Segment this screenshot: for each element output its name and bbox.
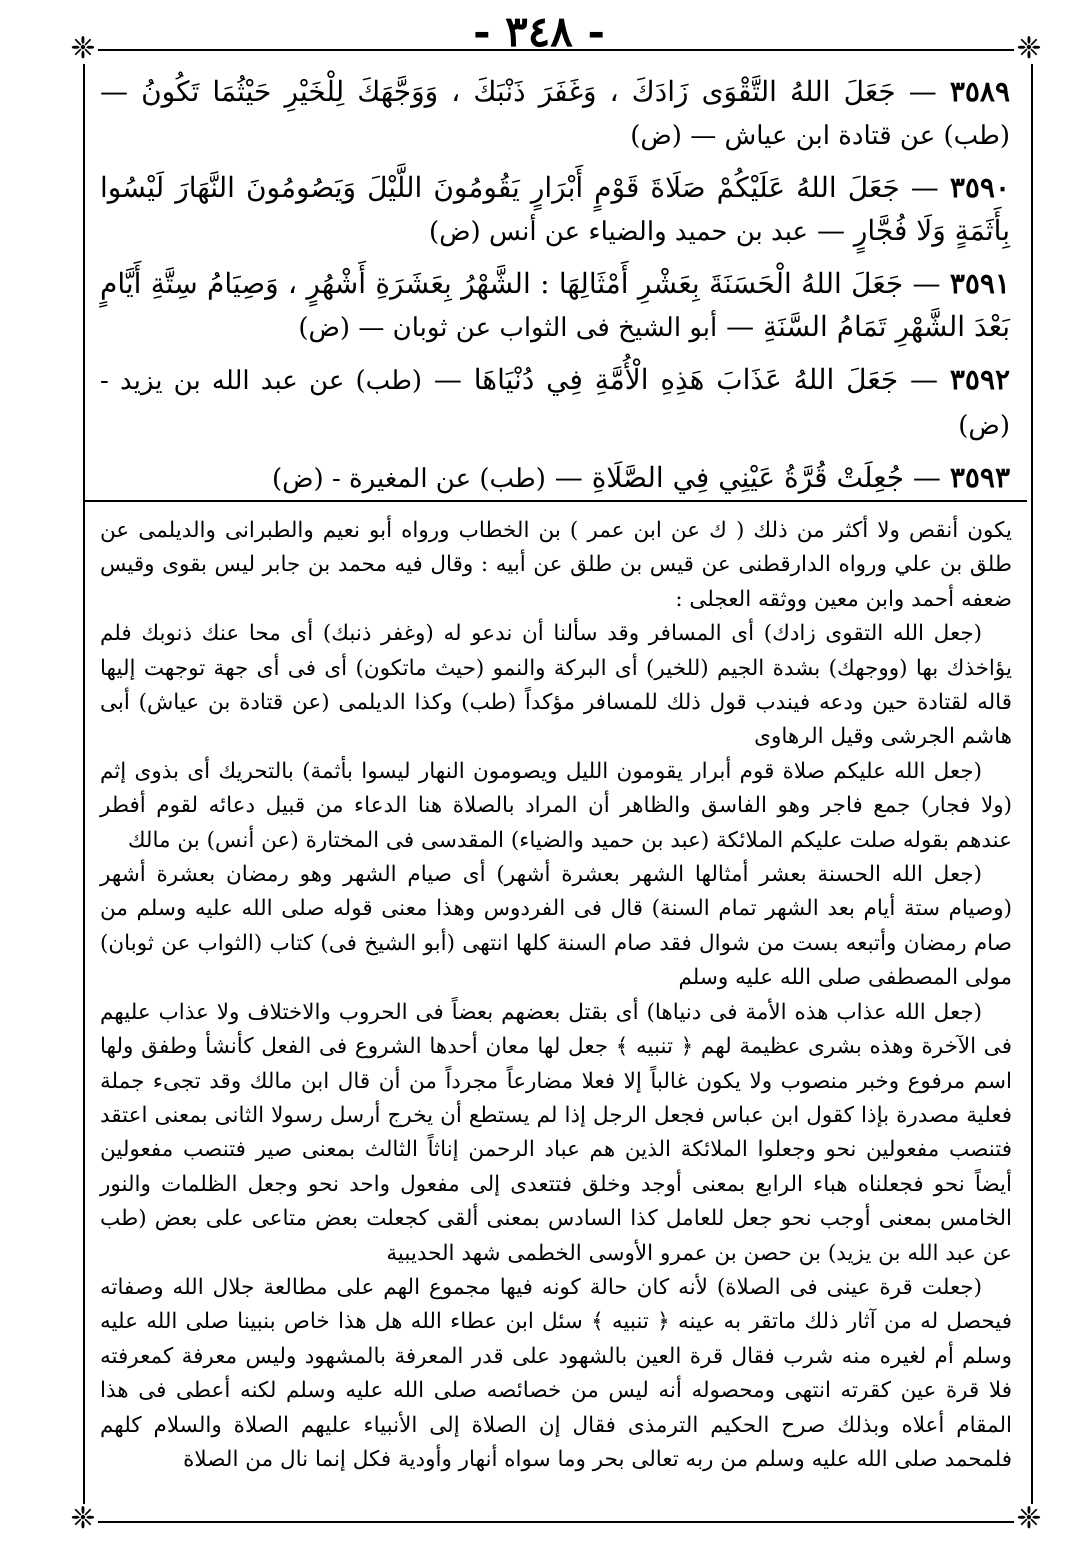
commentary-paragraph: (جعل الله عذاب هذه الأمة فى دنياها) أى بقتل بعضهم بعضاً فى الحروب والاختلاف ولا عذاب عليهم فى الآخرة وهذه بشرى عظيمة لهم ﴿ تنبيه ﴾ جعل لها معان أحدها الشروع فى الفعل كأنشأ وطفق ولها اسم مرفوع وخبر منصوب ولا يكون غالباً إلا فعلا مضارعاً مجرداً من أن قال ابن مالك وقد تجىء جملة فعلية مصدرة بإذا كقول ابن عباس فجعل الرجل إذا لم يستطع أن يخرج أرسل رسولا الثانى بمعنى اعتقد فتنصب مفعولين نحو وجعلوا الملائكة الذين هم عباد الرحمن إناثاً الثالث بمعنى صير فتنصب مفعولين أيضاً نحو فجعلناه هباء الرابع بمعنى أوجد وخلق فتتعدى إلى مفعول واحد نحو وجعل الظلمات والنور الخامس بمعنى أوجب نحو جعل للعامل كذا السادس بمعنى ألقى كجعلت بعض متاعى على بعض (طب عن عبد الله بن يزيد) بن حصن بن عمرو الأوسى الخطمى شهد الحديبية <box>100 999 1012 1266</box>
commentary-paragraph: (جعلت قرة عينى فى الصلاة) لأنه كان حالة كونه فيها مجموع الهم على مطالعة جلال الله وصفاته فيحصل له من آثار ذلك ماتقر به عينه ﴿ تنبيه ﴾ سئل ابن عطاء الله هل هذا خاص بنبينا صلى الله عليه وسلم أم لغيره منه شرب فقال قرة العين بالشهود على قدر المعرفة بالمشهود وليس معرفة كمعرفته فلا قرة عين كقرته انتهى ومحصوله أنه ليس من خصائصه صلى الله عليه وسلم لكنه أعطى فى هذا المقام أعلاه وبذلك صرح الحكيم الترمذى فقال إن الصلاة إلى الأنبياء عليهم الصلاة والسلام كلهم فلمحمد صلى الله عليه وسلم من ربه تعالى بحر وما سواه أنهار وأودية فكل إنما نال من الصلاة <box>100 1274 1012 1472</box>
hadith-source: عبد بن حميد والضياء عن أنس (ض) <box>428 217 809 247</box>
hadith-source: (طب) عن قتادة ابن عياش — (ض) <box>630 121 1010 151</box>
hadith-text: جُعِلَتْ قُرَّةُ عَيْنِي فِي الصَّلَاةِ <box>591 461 905 494</box>
corner-ornament-icon: ❈ <box>1014 34 1044 64</box>
commentary-paragraph: (جعل الله عليكم صلاة قوم أبرار يقومون الليل ويصومون النهار ليسوا بأثمة) بالتحريك أى بذوى إثم (ولا فجار) جمع فاجر وهو الفاسق والظاهر أن المراد بالصلاة هنا الدعاء من قبيل دعائه لقوم أفطر عندهم بقوله صلت عليكم الملائكة (عبد بن حميد والضياء) المقدسى فى المختارة (عن أنس) بن مالك <box>100 758 1012 853</box>
hadith-entry: ٣٥٩١ — جَعَلَ اللهُ الْحَسَنَةَ بِعَشْرِ أَمْثَالِهَا : الشَّهْرُ بِعَشَرَةِ أَشْهُرٍ ، وَصِيَامُ سِتَّةِ أَيَّامٍ بَعْدَ الشَّهْرِ تَمَامُ السَّنَةِ — أبو الشيخ فى الثواب عن ثوبان — (ض) <box>100 267 1010 343</box>
commentary-section <box>100 514 1012 1477</box>
commentary-paragraph: (جعل الله الحسنة بعشر أمثالها الشهر بعشرة أشهر) أى صيام الشهر وهو رمضان بعشرة أشهر (وصيام ستة أيام بعد الشهر تمام السنة) قال فى الفردوس وهذا معنى قوله صلى الله عليه وسلم من صام رمضان وأتبعه بست من شوال فقد صام السنة كلها انتهى (أبو الشيخ فى) كتاب (الثواب عن ثوبان) مولى المصطفى صلى الله عليه وسلم <box>100 862 1012 991</box>
hadith-text: جَعَلَ اللهُ عَلَيْكُمْ صَلَاةَ قَوْمٍ أَبْرَارٍ يَقُومُونَ اللَّيْلَ وَيَصُومُونَ النَّهَارَ لَيْسُوا بِأَثَمَةٍ وَلَا فُجَّارٍ <box>100 171 1010 247</box>
page-number: - ٣٤٨ - <box>473 7 605 56</box>
hadith-number: ٣٥٩١ <box>949 267 1010 300</box>
section-divider <box>85 500 1027 502</box>
hadith-number: ٣٥٩٢ <box>949 363 1011 396</box>
corner-ornament-icon: ❈ <box>68 1504 98 1534</box>
hadith-number: ٣٥٩٠ <box>949 171 1010 204</box>
commentary-paragraph: يكون أنقص ولا أكثر من ذلك ( ك عن ابن عمر ) بن الخطاب ورواه أبو نعيم والطبرانى والديلمى عن طلق بن علي ورواه الدارقطنى عن قيس بن طلق عن أبيه : وقال فيه محمد بن جابر ليس بقوى وقيس ضعفه أحمد وابن معين ووثقه العجلى : <box>100 518 1012 612</box>
hadith-entry: ٣٥٩٠ — جَعَلَ اللهُ عَلَيْكُمْ صَلَاةَ قَوْمٍ أَبْرَارٍ يَقُومُونَ اللَّيْلَ وَيَصُومُونَ النَّهَارَ لَيْسُوا بِأَثَمَةٍ وَلَا فُجَّارٍ — عبد بن حميد والضياء عن أنس (ض) <box>100 171 1010 247</box>
hadith-text: جَعَلَ اللهُ عَذَابَ هَذِهِ الْأُمَّةِ فِي دُنْيَاهَا <box>473 363 899 396</box>
hadith-text: جَعَلَ اللهُ الْحَسَنَةَ بِعَشْرِ أَمْثَالِهَا : الشَّهْرُ بِعَشَرَةِ أَشْهُرٍ ، وَصِيَامُ سِتَّةِ أَيَّامٍ بَعْدَ الشَّهْرِ تَمَامُ السَّنَةِ <box>100 267 1010 343</box>
commentary-paragraph: (جعل الله التقوى زادك) أى المسافر وقد سألنا أن ندعو له (وغفر ذنبك) أى محا عنك ذنوبك فلم يؤاخذك بها (ووجهك) بشدة الجيم (للخير) أى البركة والنمو (حيث ماتكون) أى فى أى جهة توجهت إليها قاله لقتادة حين ودعه فيندب قول ذلك للمسافر مؤكداً (طب) وكذا الديلمى (عن قتادة بن عياش) أبى هاشم الجرشى وقيل الرهاوى <box>100 621 1012 750</box>
corner-ornament-icon: ❈ <box>68 34 98 64</box>
hadith-number: ٣٥٩٣ <box>949 461 1010 494</box>
hadith-source: (طب) عن عبد الله بن يزيد - (ض) <box>100 366 1010 441</box>
corner-ornament-icon: ❈ <box>1014 1504 1044 1534</box>
hadith-number: ٣٥٨٩ <box>949 75 1010 108</box>
hadith-entry: ٣٥٩٢ — جَعَلَ اللهُ عَذَابَ هَذِهِ الْأُمَّةِ فِي دُنْيَاهَا — (طب) عن عبد الله بن يزيد - (ض) <box>100 363 1011 441</box>
hadith-source: أبو الشيخ فى الثواب عن ثوبان — (ض) <box>298 313 718 343</box>
hadith-entry: ٣٥٨٩ — جَعَلَ اللهُ التَّقْوَى زَادَكَ ، وَغَفَرَ ذَنْبَكَ ، وَوَجَّهَكَ لِلْخَيْرِ حَيْثُمَا تَكُونُ — (طب) عن قتادة ابن عياش — (ض) <box>100 75 1010 151</box>
hadith-entry: ٣٥٩٣ — جُعِلَتْ قُرَّةُ عَيْنِي فِي الصَّلَاةِ — (طب) عن المغيرة - (ض) <box>271 461 1010 494</box>
hadith-text: جَعَلَ اللهُ التَّقْوَى زَادَكَ ، وَغَفَرَ ذَنْبَكَ ، وَوَجَّهَكَ لِلْخَيْرِ حَيْثُمَا تَكُونُ <box>141 75 896 108</box>
hadith-list <box>100 70 1010 509</box>
hadith-source: (طب) عن المغيرة - (ض) <box>271 464 546 494</box>
